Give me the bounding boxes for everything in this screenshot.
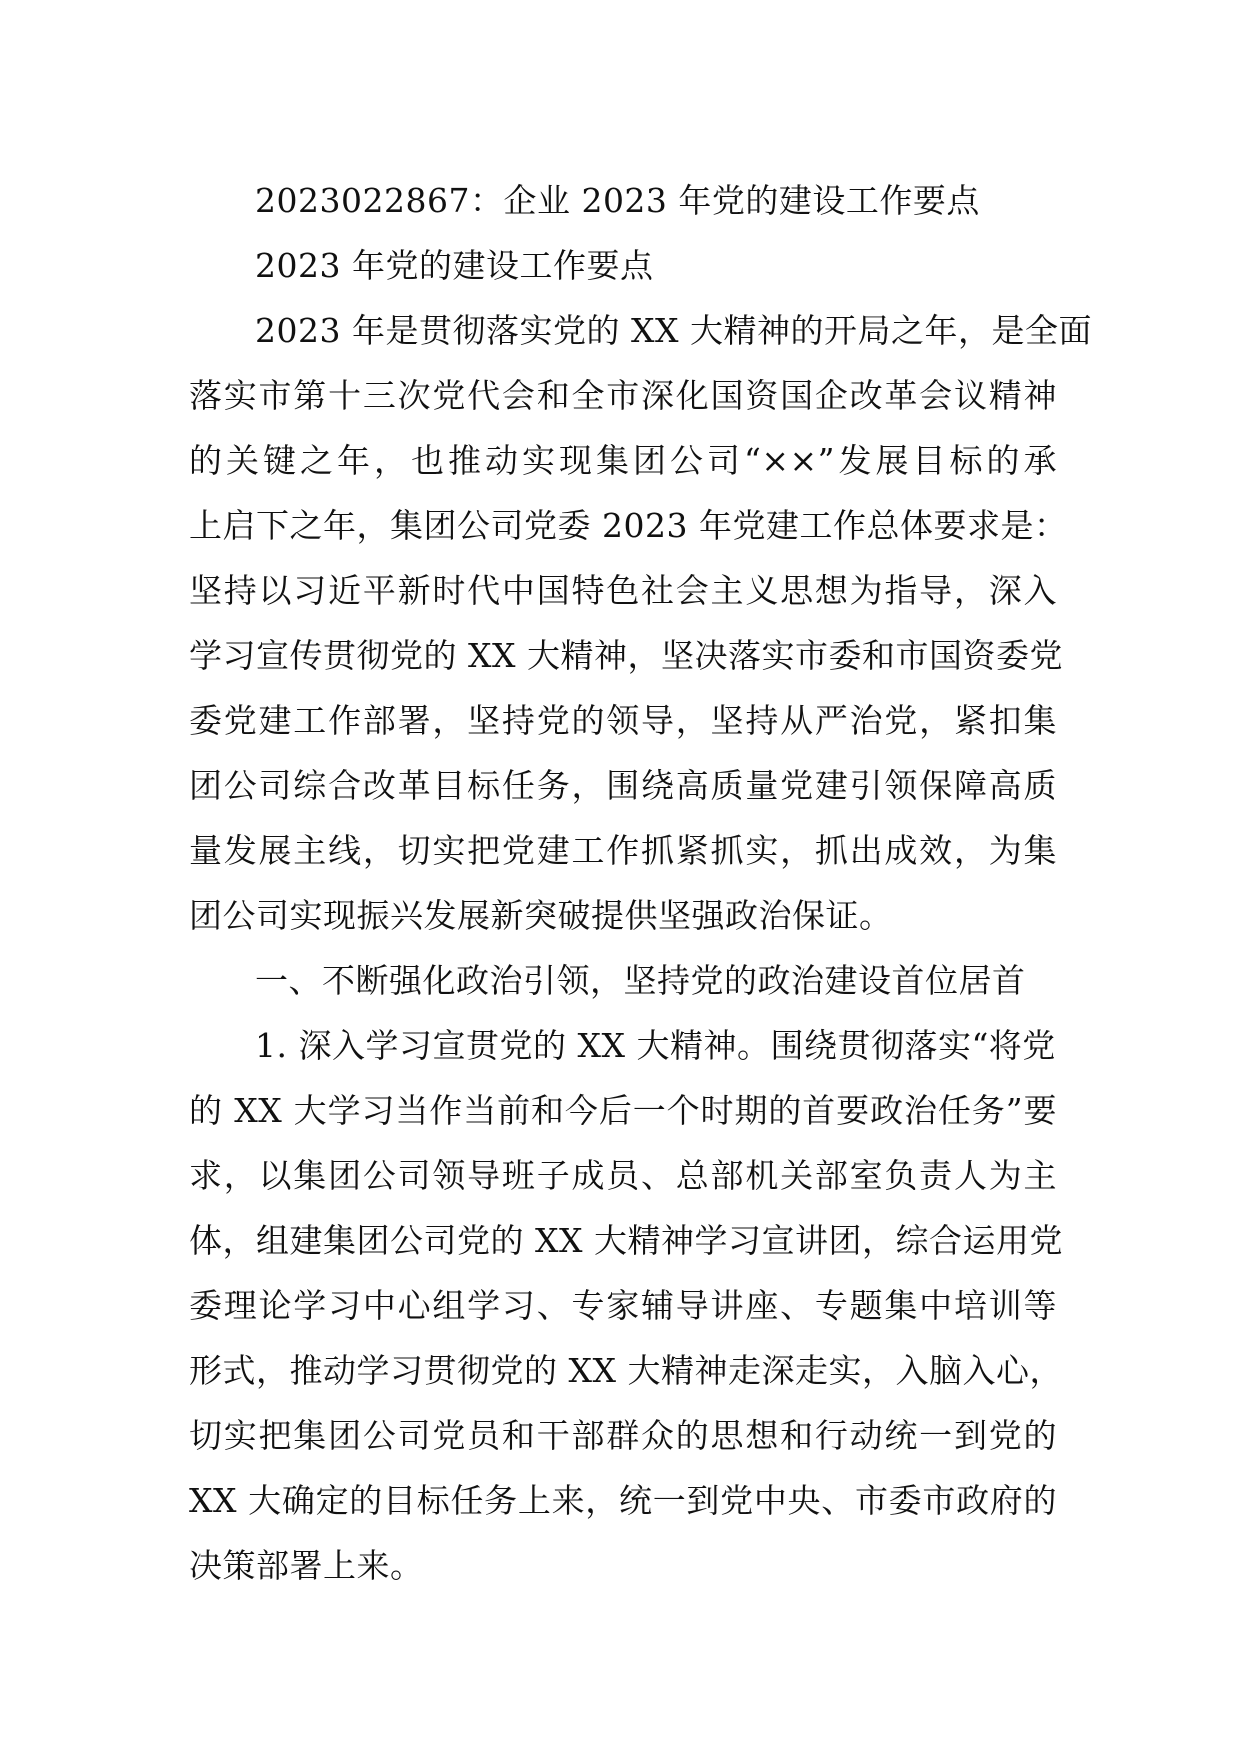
paragraph-line: 的关键之年，也推动实现集团公司“××”发展目标的承 <box>189 441 1057 480</box>
paragraph-line: 上启下之年，集团公司党委 2023 年党建工作总体要求是： <box>189 506 1068 545</box>
paragraph-line: 团公司实现振兴发展新突破提供坚强政治保证。 <box>189 896 893 935</box>
paragraph-intro <box>189 298 1092 948</box>
paragraph-line: 学习宣传贯彻党的 XX 大精神，坚决落实市委和市国资委党 <box>189 636 1063 675</box>
paragraph-line: 团公司综合改革目标任务，围绕高质量党建引领保障高质 <box>189 766 1057 805</box>
paragraph-line: 委理论学习中心组学习、专家辅导讲座、专题集中培训等 <box>189 1286 1057 1325</box>
paragraph-item-1 <box>189 1013 1063 1598</box>
document-title: 2023022867：企业 2023 年党的建设工作要点 <box>255 181 980 220</box>
section-heading: 一、不断强化政治引领，坚持党的政治建设首位居首 <box>255 961 1026 1000</box>
paragraph-line: XX 大确定的目标任务上来，统一到党中央、市委市政府的 <box>189 1481 1057 1520</box>
paragraph-line: 委党建工作部署，坚持党的领导，坚持从严治党，紧扣集 <box>189 701 1057 740</box>
paragraph-line: 决策部署上来。 <box>189 1546 424 1585</box>
paragraph-line: 落实市第十三次党代会和全市深化国资国企改革会议精神 <box>189 376 1057 415</box>
paragraph-line: 的 XX 大学习当作当前和今后一个时期的首要政治任务”要 <box>189 1091 1057 1130</box>
document-subtitle: 2023 年党的建设工作要点 <box>255 246 654 285</box>
paragraph-line: 2023 年是贯彻落实党的 XX 大精神的开局之年，是全面 <box>255 311 1092 350</box>
paragraph-line: 切实把集团公司党员和干部群众的思想和行动统一到党的 <box>189 1416 1057 1455</box>
paragraph-line: 坚持以习近平新时代中国特色社会主义思想为指导，深入 <box>189 571 1057 610</box>
paragraph-line: 体，组建集团公司党的 XX 大精神学习宣讲团，综合运用党 <box>189 1221 1063 1260</box>
paragraph-line: 形式，推动学习贯彻党的 XX 大精神走深走实，入脑入心， <box>189 1351 1063 1390</box>
paragraph-line: 1. 深入学习宣贯党的 XX 大精神。围绕贯彻落实“将党 <box>255 1026 1056 1065</box>
document-body <box>189 168 1092 1598</box>
paragraph-line: 量发展主线，切实把党建工作抓紧抓实，抓出成效，为集 <box>189 831 1057 870</box>
paragraph-line: 求，以集团公司领导班子成员、总部机关部室负责人为主 <box>189 1156 1057 1195</box>
